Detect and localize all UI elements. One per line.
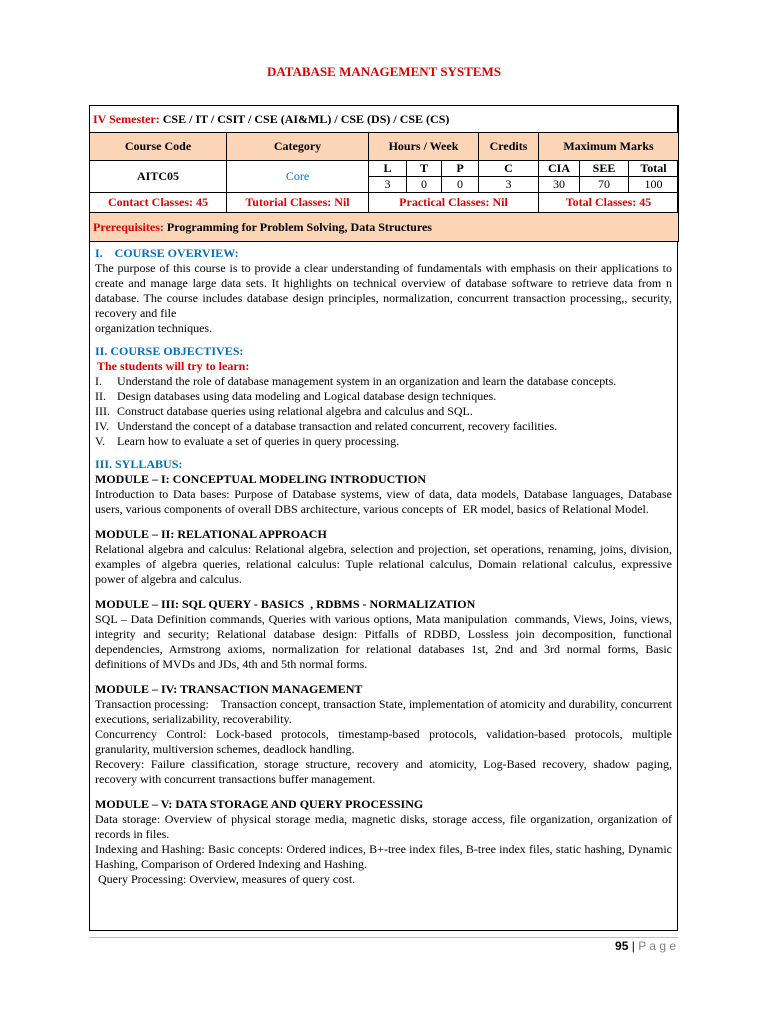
semester-cell [90,106,679,133]
value-p: 0 [442,177,479,193]
header-marks: Maximum Marks [539,133,679,161]
sub-p: P [442,161,479,177]
module-title: MODULE – V: DATA STORAGE AND QUERY PROCESSING [95,797,424,811]
objectives-list [95,374,672,449]
prereq-label: Prerequisites: [93,219,164,234]
header-hours: Hours / Week [369,133,479,161]
prerequisites-cell [90,213,679,242]
overview-heading: I. COURSE OVERVIEW: [95,246,239,260]
objective-number: V. [95,434,106,448]
syllabus-body [95,246,675,887]
objective-item [95,419,672,434]
contact-classes: Contact Classes: 45 [90,193,227,213]
module-text: Data storage: Overview of physical storage media, magnetic disks, storage access, file organization, organization of records in files. [95,812,675,841]
sub-c: C [479,161,539,177]
objective-text: Design databases using data modeling and Logical database design techniques. [117,389,497,403]
objective-text: Understand the concept of a database transaction and related concurrent, recovery facilities. [117,419,558,433]
header-credits: Credits [479,133,539,161]
page-separator: | [631,939,635,953]
page-label: P a g e [638,939,676,953]
value-l: 3 [369,177,407,193]
document-title: DATABASE MANAGEMENT SYSTEMS [266,64,502,79]
sub-l: L [369,161,407,177]
value-total: 100 [629,177,679,193]
objective-item [95,374,672,389]
value-t: 0 [407,177,442,193]
page-number [615,939,676,953]
modules-list [95,472,675,887]
module-title: MODULE – II: RELATIONAL APPROACH [95,527,327,541]
module-text: Relational algebra and calculus: Relational algebra, selection and projection, set operations, renaming, joins, division, examples of algebra queries, relational calculus: Tuple relational calculus, Domain relational calculus, expressive power of algebra and calculus. [95,542,675,586]
module-text: Query Processing: Overview, measures of query cost. [95,872,356,886]
course-info-table [89,105,679,242]
module-text: Indexing and Hashing: Basic concepts: Ordered indices, B+-tree index files, B-tree index files, static hashing, Dynamic Hashing, Comparison of Ordered Indexing and Hashing. [95,842,675,871]
syllabus-heading: III. SYLLABUS: [95,457,183,471]
objectives-intro: The students will try to learn: [97,359,250,373]
semester-label: IV Semester: [93,111,160,126]
module-text: Concurrency Control: Lock-based protocols, timestamp-based protocols, validation-based protocols, multiple granularity, multiversion schemes, deadlock handling. [95,727,675,756]
objective-text: Learn how to evaluate a set of queries in query processing. [117,434,400,448]
header-course-code: Course Code [90,133,227,161]
category-value: Core [227,161,369,193]
objective-item [95,389,672,404]
objective-number: III. [95,404,110,418]
objective-item [95,404,672,419]
module-text: Transaction processing: Transaction concept, transaction State, implementation of atomicity and durability, concurrent executions, serializability, recoverability. [95,697,675,726]
module-title: MODULE – I: CONCEPTUAL MODELING INTRODUCTION [95,472,427,486]
module-text: Recovery: Failure classification, storage structure, recovery and atomicity, Log-Based recovery, shadow paging, recovery with concurrent transactions buffer management. [95,757,675,786]
semester-value: CSE / IT / CSIT / CSE (AI&ML) / CSE (DS) / CSE (CS) [162,111,450,126]
module-title: MODULE – IV: TRANSACTION MANAGEMENT [95,682,363,696]
objective-number: II. [95,389,106,403]
course-code-value: AITC05 [90,161,227,193]
overview-text-cont: organization techniques. [95,321,213,335]
sub-total: Total [629,161,679,177]
module-text: Introduction to Data bases: Purpose of Database systems, view of data, data models, Database languages, Database users, various components of overall DBS architecture, various concepts of ER model, basics of Relational Model. [95,487,675,516]
sub-t: T [407,161,442,177]
tutorial-classes: Tutorial Classes: Nil [227,193,369,213]
practical-classes: Practical Classes: Nil [369,193,539,213]
total-classes: Total Classes: 45 [539,193,679,213]
value-cia: 30 [539,177,580,193]
objective-number: I. [95,374,102,388]
objective-item [95,434,672,449]
value-see: 70 [580,177,629,193]
sub-cia: CIA [539,161,580,177]
sub-see: SEE [580,161,629,177]
objective-text: Understand the role of database management system in an organization and learn the database concepts. [117,374,617,388]
page-number-value: 95 [615,939,629,953]
objective-text: Construct database queries using relational algebra and calculus and SQL. [117,404,473,418]
module-text: SQL – Data Definition commands, Queries with various options, Mata manipulation commands, Views, Joins, views, integrity and security; Relational database design: Pitfalls of RDBD, Lossless join decomposition, functional dependencies, Armstrong axioms, normalization for relational databases 1st, 2nd and 3rd normal forms, Basic definitions of MVDs and JDs, 4th and 5th normal forms. [95,612,675,671]
overview-text: The purpose of this course is to provide a clear understanding of fundamentals with emphasis on their applications to create and manage large data sets. It highlights on technical overview of database software to retrieve data from n database. The course includes database design principles, normalization, concurrent transaction processing,, security, recovery and file [95,261,672,320]
objectives-heading: II. COURSE OBJECTIVES: [95,344,244,358]
module-title: MODULE – III: SQL QUERY - BASICS , RDBMS - NORMALIZATION [95,597,476,611]
header-category: Category [227,133,369,161]
footer-divider [89,937,678,938]
objective-number: IV. [95,419,110,433]
value-c: 3 [479,177,539,193]
prereq-value: Programming for Problem Solving, Data Structures [166,219,432,234]
